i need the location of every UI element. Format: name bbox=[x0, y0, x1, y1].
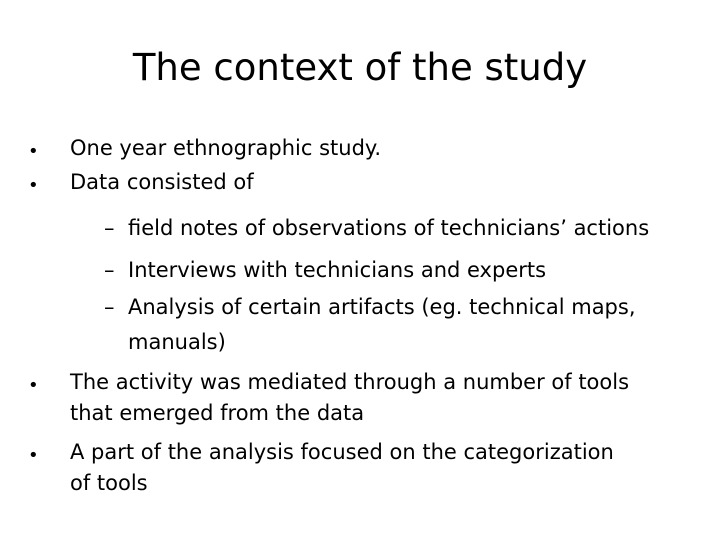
bullet-text: A part of the analysis focused on the categorization bbox=[70, 440, 614, 464]
bullet-marker: • bbox=[28, 141, 39, 162]
slide-title: The context of the study bbox=[132, 46, 588, 89]
subitem-marker: – bbox=[104, 295, 115, 319]
bullet-marker: • bbox=[28, 175, 39, 196]
bullet-marker: • bbox=[28, 375, 39, 396]
bullet-text-continued: of tools bbox=[70, 471, 148, 495]
bullet-text-continued: that emerged from the data bbox=[70, 401, 365, 425]
subitem-text: Analysis of certain artifacts (eg. technical maps, bbox=[128, 295, 636, 319]
bullet-marker: • bbox=[28, 445, 39, 466]
subitem-marker: – bbox=[104, 258, 115, 282]
bullet-text: One year ethnographic study. bbox=[70, 136, 382, 160]
subitem-marker: – bbox=[104, 216, 115, 240]
subitem-text: Interviews with technicians and experts bbox=[128, 258, 547, 282]
subitem-text-continued: manuals) bbox=[128, 330, 226, 354]
subitem-text: field notes of observations of technicians’ actions bbox=[128, 216, 650, 240]
bullet-text: The activity was mediated through a number of tools bbox=[70, 370, 630, 394]
bullet-text: Data consisted of bbox=[70, 170, 254, 194]
